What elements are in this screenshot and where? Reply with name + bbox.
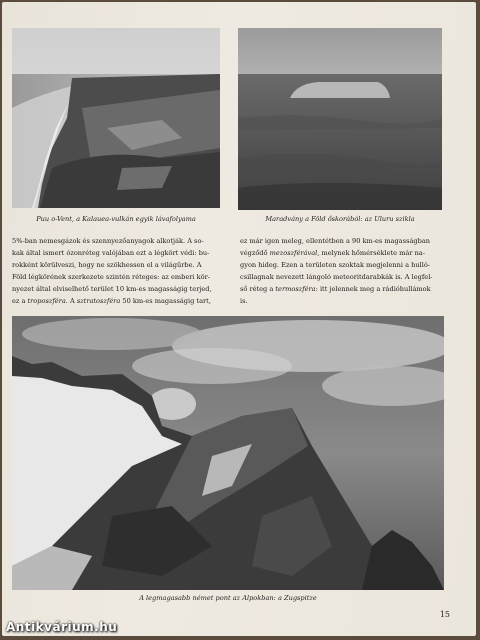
text-column-right bbox=[240, 235, 445, 307]
caption-lava-flow: Puu o-Vent, a Kalauea-vulkán egyik lávafolyama bbox=[36, 215, 196, 223]
text-line: rokként körülveszi, hogy ne szökhessen el a világűrbe. A bbox=[12, 261, 202, 269]
watermark-logo: Antikvárium.hu bbox=[6, 620, 118, 634]
page-number: 15 bbox=[439, 610, 450, 619]
photo-lava-flow bbox=[12, 28, 220, 208]
text-line: ez a troposzféra. A sztratoszféra 50 km-es magasságig tart, bbox=[12, 297, 211, 305]
text-line: csillagnak nevezett lángoló meteoritdarabkák is. A legfel- bbox=[240, 273, 433, 281]
text-line: ez már igen meleg, ellentétben a 90 km-es magasságban bbox=[240, 237, 431, 245]
text-line: nyezet által elviselhető terület 10 km-es magasságig terjed, bbox=[12, 285, 212, 293]
text-line: is. bbox=[240, 297, 248, 305]
text-line: gyon hideg. Ezen a területen szoktak megjelenni a hulló- bbox=[240, 261, 431, 269]
text-line: kak által ismert ózonréteg valójában ezt a légkört védi: bu- bbox=[12, 249, 210, 257]
term-stratosphere: sztratoszféra bbox=[76, 297, 121, 305]
photo-uluru bbox=[238, 28, 442, 210]
term-troposphere: troposzféra bbox=[27, 297, 66, 305]
caption-zugspitze: A legmagasabb német pont az Alpokban: a Zugspitze bbox=[139, 594, 317, 602]
text-line: ső réteg a termoszféra: itt jelennek meg a rádióhullámok bbox=[240, 285, 431, 293]
book-page bbox=[2, 2, 476, 636]
text-line: 5%-ban nemesgázok és szennyezőanyagok alkotják. A so- bbox=[12, 237, 204, 245]
photo-zugspitze bbox=[12, 316, 444, 590]
text-line: Föld légkörének szerkezete szintén réteges: az emberi kör- bbox=[12, 273, 210, 281]
text-line: végződő mezoszférával, melynek hőmérséklete már na- bbox=[240, 249, 425, 257]
text-column-left bbox=[12, 235, 217, 307]
term-thermosphere: termoszféra bbox=[275, 285, 316, 293]
term-mesosphere: mezoszférával bbox=[269, 249, 318, 257]
caption-uluru: Maradvány a Föld őskorából: az Uluru szikla bbox=[265, 215, 415, 223]
